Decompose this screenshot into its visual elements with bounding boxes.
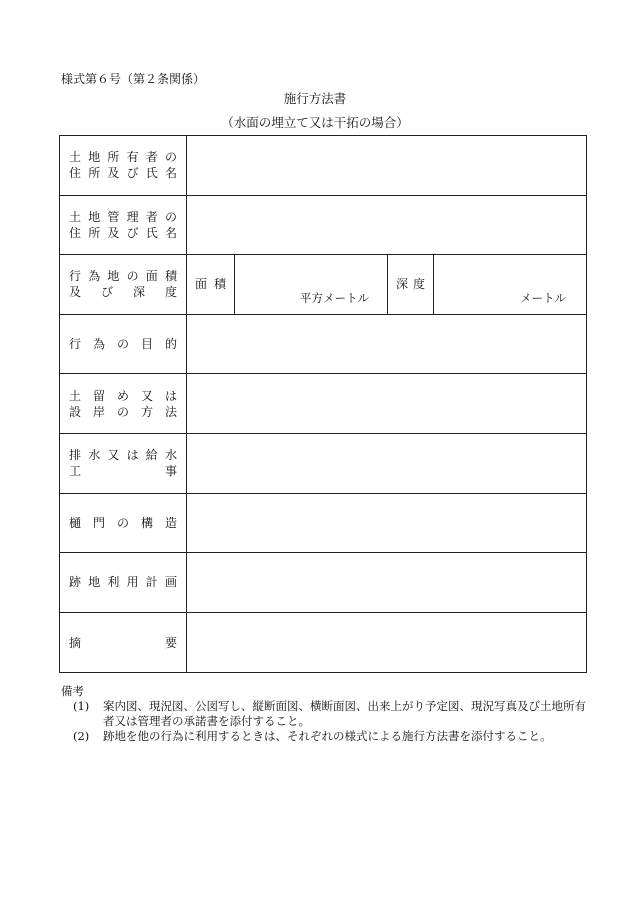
note-number: (2) [73, 729, 90, 743]
label-char: 工 [69, 464, 82, 479]
area-unit: 平方メートル [300, 290, 369, 305]
row-label [60, 613, 187, 673]
label-char: 又 [107, 448, 120, 463]
form-row-manager [60, 196, 586, 256]
form-row-owner [60, 136, 586, 196]
label-char: 画 [164, 575, 177, 590]
note-item [61, 699, 591, 729]
input-cell-purpose[interactable] [187, 315, 586, 374]
label-char: 目 [140, 337, 153, 352]
label-char: 面 [195, 277, 208, 292]
label-char: 排 [69, 448, 82, 463]
label-line [69, 447, 177, 463]
label-line [69, 284, 177, 300]
label-char: 及 [107, 166, 120, 181]
label-char: 造 [164, 515, 177, 530]
label-char: 積 [213, 277, 226, 292]
area-depth-cells [187, 255, 586, 314]
area-label [187, 255, 235, 314]
label-line [69, 574, 177, 590]
row-label [60, 374, 187, 433]
label-char: 計 [145, 575, 158, 590]
label-char: 土 [69, 150, 82, 165]
label-char: 理 [126, 209, 139, 224]
label-char: は [164, 388, 177, 403]
label-char: の [164, 209, 177, 224]
label-line [69, 404, 177, 420]
input-cell-retaining[interactable] [187, 374, 586, 433]
form-row-retaining [60, 374, 586, 434]
label-line [69, 463, 177, 479]
input-cell-manager[interactable] [187, 196, 586, 255]
application-form-table [59, 135, 587, 673]
form-title: 施行方法書 [283, 91, 347, 106]
label-char: 地 [88, 150, 101, 165]
form-row-drainage [60, 434, 586, 494]
label-char: の [116, 515, 129, 530]
label-char: の [116, 404, 129, 419]
input-cell-land_use[interactable] [187, 553, 586, 612]
label-char: 給 [145, 448, 158, 463]
form-row-sluice [60, 494, 586, 554]
label-char: 方 [140, 404, 153, 419]
row-label [60, 196, 187, 255]
label-char: 及 [69, 285, 82, 300]
label-char: 為 [88, 269, 101, 284]
label-char: 為 [92, 337, 105, 352]
label-char: 留 [92, 388, 105, 403]
label-char: 地 [88, 575, 101, 590]
label-line [69, 388, 177, 404]
input-cell-summary[interactable] [187, 613, 586, 673]
label-char: 住 [69, 225, 82, 240]
label-char: 的 [164, 337, 177, 352]
label-char: 積 [164, 269, 177, 284]
notes-section [61, 684, 591, 744]
label-char: 樋 [69, 515, 82, 530]
label-line [69, 635, 177, 651]
label-char: 名 [164, 225, 177, 240]
input-cell-drainage[interactable] [187, 434, 586, 493]
row-label [60, 434, 187, 493]
label-char: 法 [164, 404, 177, 419]
label-line [69, 225, 177, 241]
label-char: 行 [69, 337, 82, 352]
notes-heading: 備考 [61, 684, 84, 698]
label-line [69, 336, 177, 352]
label-char: び [126, 166, 139, 181]
label-char: 地 [107, 269, 120, 284]
note-text: 案内図、現況図、公図写し、縦断面図、横断面図、出来上がり予定図、現況写真及び土地所有者又は管理者の承諾書を添付すること。 [103, 699, 586, 728]
label-char: 者 [145, 209, 158, 224]
label-char: 門 [92, 515, 105, 530]
label-char: 構 [140, 515, 153, 530]
input-cell-owner[interactable] [187, 136, 586, 195]
label-char: の [126, 269, 139, 284]
label-char: 有 [126, 150, 139, 165]
label-line [69, 165, 177, 181]
label-line [69, 268, 177, 284]
row-label [60, 315, 187, 374]
depth-input-cell[interactable] [434, 255, 586, 314]
row-label [60, 494, 187, 553]
form-row-summary [60, 613, 586, 673]
form-number: 様式第６号（第２条関係） [61, 72, 206, 86]
label-char: は [126, 448, 139, 463]
label-char: 住 [69, 166, 82, 181]
row-label [60, 255, 187, 314]
note-item [61, 729, 591, 744]
label-char: 度 [164, 285, 177, 300]
label-char: め [116, 388, 129, 403]
form-row-land_use [60, 553, 586, 613]
label-char: 土 [69, 209, 82, 224]
label-char: 地 [88, 209, 101, 224]
label-char: 所 [107, 150, 120, 165]
label-char: 及 [107, 225, 120, 240]
label-char: 摘 [69, 635, 82, 650]
label-char: 名 [164, 166, 177, 181]
label-line [69, 515, 177, 531]
label-char: 岸 [92, 404, 105, 419]
label-char: 管 [107, 209, 120, 224]
form-subtitle: （水面の埋立て又は干拓の場合） [221, 115, 409, 130]
label-char: 所 [88, 225, 101, 240]
label-char: 深 [132, 285, 145, 300]
label-char: の [164, 150, 177, 165]
note-number: (1) [73, 699, 90, 713]
label-char: び [100, 285, 113, 300]
form-row-purpose [60, 315, 586, 375]
depth-label [388, 255, 434, 314]
label-char: 面 [145, 269, 158, 284]
label-char: 事 [164, 464, 177, 479]
area-input-cell[interactable] [235, 255, 388, 314]
label-char: 又 [140, 388, 153, 403]
form-row-area [60, 255, 586, 315]
label-char: 行 [69, 269, 82, 284]
label-char: 設 [69, 404, 82, 419]
note-text: 跡地を他の行為に利用するときは、それぞれの様式による施行方法書を添付すること。 [103, 729, 552, 743]
label-char: 度 [412, 277, 425, 292]
label-char: 用 [126, 575, 139, 590]
label-char: 水 [164, 448, 177, 463]
label-char: 者 [145, 150, 158, 165]
label-char: 水 [88, 448, 101, 463]
label-line [69, 149, 177, 165]
label-char: び [126, 225, 139, 240]
label-char: 深 [396, 277, 409, 292]
label-char: の [116, 337, 129, 352]
label-char: 利 [107, 575, 120, 590]
input-cell-sluice[interactable] [187, 494, 586, 553]
row-label [60, 553, 187, 612]
row-label [60, 136, 187, 195]
label-char: 氏 [145, 225, 158, 240]
label-char: 氏 [145, 166, 158, 181]
label-char: 要 [164, 635, 177, 650]
depth-unit: メートル [520, 290, 566, 305]
label-char: 土 [69, 388, 82, 403]
label-char: 所 [88, 166, 101, 181]
label-char: 跡 [69, 575, 82, 590]
label-line [69, 209, 177, 225]
